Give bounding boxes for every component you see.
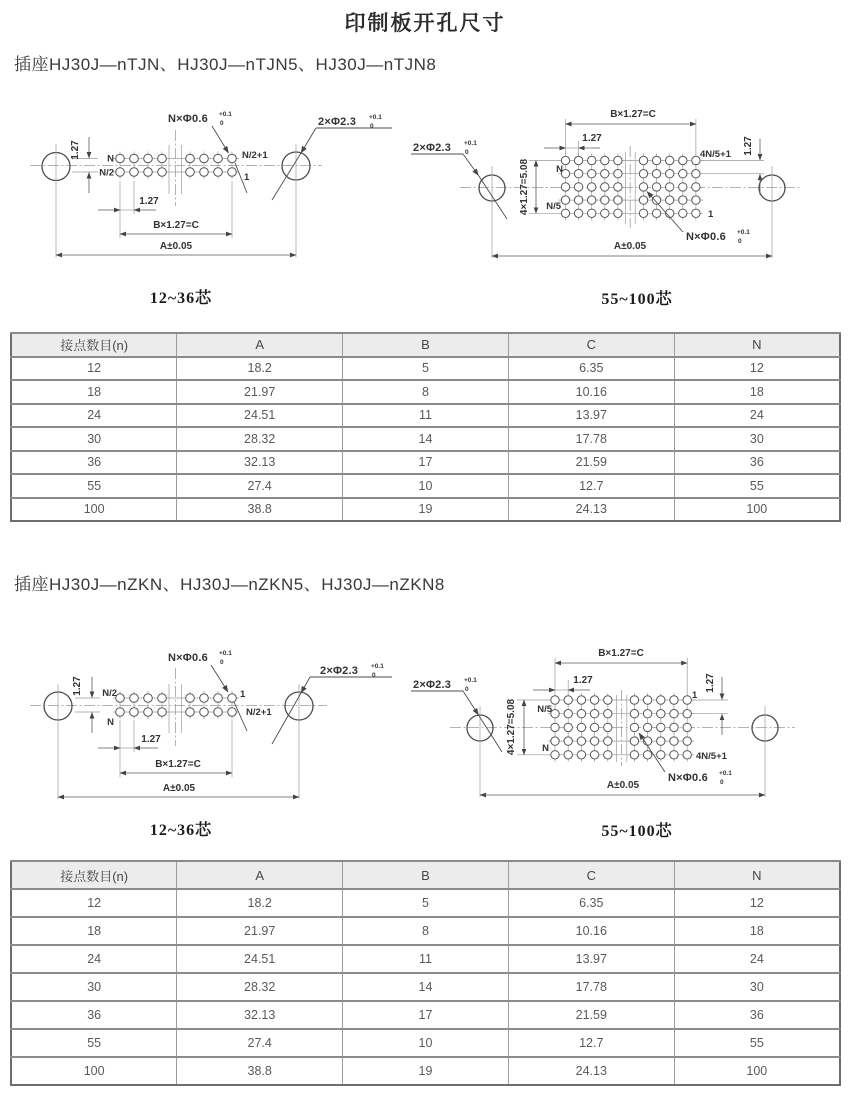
cell: 14 bbox=[343, 427, 509, 451]
cell: 36 bbox=[11, 451, 177, 475]
cell: 6.35 bbox=[508, 357, 674, 381]
mount-tol-upper: +0.1 bbox=[464, 677, 477, 684]
col-pitch-dim: 1.27 bbox=[573, 675, 593, 686]
mount-tol-lower: 0 bbox=[372, 672, 376, 679]
cell: 18 bbox=[11, 917, 177, 945]
table-row bbox=[11, 427, 840, 451]
cell: 11 bbox=[343, 404, 509, 428]
cell: 6.35 bbox=[508, 889, 674, 917]
cell: 18.2 bbox=[177, 357, 343, 381]
table-row bbox=[11, 498, 840, 522]
diagram-caption: 12~36芯 bbox=[149, 822, 213, 839]
cell: 30 bbox=[11, 427, 177, 451]
cell: 10.16 bbox=[508, 380, 674, 404]
overall-dim: A±0.05 bbox=[613, 241, 647, 252]
cell: 12.7 bbox=[508, 1029, 674, 1057]
overall-dim: A±0.05 bbox=[162, 783, 196, 794]
diagram-zkn-12-36 bbox=[30, 650, 392, 839]
cell: 5 bbox=[343, 357, 509, 381]
col-span-dim: 4×1.27=5.08 bbox=[519, 158, 530, 216]
row-pitch-dim: 1.27 bbox=[72, 676, 83, 696]
cell: 30 bbox=[11, 973, 177, 1001]
header-cell: C bbox=[508, 333, 674, 357]
table-header-row bbox=[11, 861, 840, 889]
row-label-right-upper: 4N/5+1 bbox=[700, 149, 731, 160]
cell: 32.13 bbox=[177, 451, 343, 475]
cell: 18.2 bbox=[177, 889, 343, 917]
row-label-bottom-right: 1 bbox=[244, 172, 250, 183]
cell: 55 bbox=[674, 1029, 840, 1057]
overall-dim: A±0.05 bbox=[606, 780, 640, 791]
hole-tol-lower: 0 bbox=[220, 659, 224, 666]
row-label-bottom-left: N/2 bbox=[99, 167, 114, 179]
hole-diameter-note: N×Φ0.6 bbox=[686, 231, 726, 243]
cell: 21.97 bbox=[177, 917, 343, 945]
table-row bbox=[11, 889, 840, 917]
cell: 12 bbox=[11, 357, 177, 381]
row-label-bottom-left: N bbox=[107, 717, 114, 728]
row-pitch-dim: 1.27 bbox=[70, 140, 81, 160]
cell: 14 bbox=[343, 973, 509, 1001]
cell: 18 bbox=[11, 380, 177, 404]
mount-tol-upper: +0.1 bbox=[371, 663, 384, 670]
contact-hole-grid bbox=[559, 154, 703, 221]
cell: 36 bbox=[11, 1001, 177, 1029]
cell: 55 bbox=[674, 474, 840, 498]
diagram-tjn-55-100 bbox=[411, 109, 802, 308]
row-label-top-left: N bbox=[107, 153, 114, 165]
cell: 8 bbox=[343, 917, 509, 945]
table-row bbox=[11, 1001, 840, 1029]
diagram-tjn-12-36 bbox=[30, 111, 392, 307]
cell: 21.97 bbox=[177, 380, 343, 404]
cell: 10.16 bbox=[508, 917, 674, 945]
mount-hole-note: 2×Φ2.3 bbox=[318, 116, 357, 128]
row-label-right-lower: 1 bbox=[708, 209, 714, 220]
header-cell: A bbox=[177, 861, 343, 889]
overall-dim: A±0.05 bbox=[159, 241, 193, 252]
dimension-table-tjn bbox=[10, 332, 841, 522]
row-label-right-upper: 1 bbox=[692, 690, 698, 701]
cell: 24.13 bbox=[508, 1057, 674, 1085]
hole-tol-lower: 0 bbox=[720, 779, 724, 786]
cell: 24 bbox=[11, 945, 177, 973]
dimension-table-zkn bbox=[10, 860, 841, 1086]
hole-tol-lower: 0 bbox=[220, 120, 224, 127]
span-dim: B×1.27=C bbox=[610, 109, 656, 120]
cell: 24 bbox=[674, 404, 840, 428]
cell: 11 bbox=[343, 945, 509, 973]
row-label-left-upper: N bbox=[556, 164, 563, 175]
header-cell: A bbox=[177, 333, 343, 357]
cell: 36 bbox=[674, 451, 840, 475]
diagram-caption: 55~100芯 bbox=[601, 823, 673, 840]
mount-tol-lower: 0 bbox=[465, 686, 469, 693]
row-label-right-lower: 4N/5+1 bbox=[696, 751, 727, 762]
cell: 21.59 bbox=[508, 1001, 674, 1029]
table-row bbox=[11, 451, 840, 475]
cell: 24.51 bbox=[177, 945, 343, 973]
col-pitch-dim: 1.27 bbox=[139, 196, 159, 207]
header-cell: B bbox=[343, 861, 509, 889]
cell: 100 bbox=[11, 498, 177, 522]
cell: 13.97 bbox=[508, 404, 674, 428]
cell: 8 bbox=[343, 380, 509, 404]
hole-diameter-note: N×Φ0.6 bbox=[168, 113, 208, 125]
cell: 100 bbox=[674, 498, 840, 522]
header-cell: B bbox=[343, 333, 509, 357]
row-label-left-lower: N bbox=[542, 743, 549, 754]
cell: 32.13 bbox=[177, 1001, 343, 1029]
cell: 19 bbox=[343, 498, 509, 522]
table-row bbox=[11, 380, 840, 404]
cell: 12 bbox=[11, 889, 177, 917]
diagram-caption: 55~100芯 bbox=[601, 291, 673, 308]
page-title: 印制板开孔尺寸 bbox=[344, 12, 506, 35]
cell: 12 bbox=[674, 889, 840, 917]
table-row bbox=[11, 945, 840, 973]
cell: 24.13 bbox=[508, 498, 674, 522]
mount-tol-lower: 0 bbox=[465, 149, 469, 156]
table-row bbox=[11, 1029, 840, 1057]
header-cell: N bbox=[674, 333, 840, 357]
table-row bbox=[11, 973, 840, 1001]
cell: 13.97 bbox=[508, 945, 674, 973]
mount-hole-note: 2×Φ2.3 bbox=[413, 142, 452, 154]
table-row bbox=[11, 357, 840, 381]
row-label-left-upper: N/5 bbox=[537, 704, 552, 715]
cell: 10 bbox=[343, 1029, 509, 1057]
cell: 55 bbox=[11, 1029, 177, 1057]
cell: 5 bbox=[343, 889, 509, 917]
cell: 38.8 bbox=[177, 498, 343, 522]
cell: 17.78 bbox=[508, 973, 674, 1001]
cell: 36 bbox=[674, 1001, 840, 1029]
diagram-caption: 12~36芯 bbox=[149, 290, 213, 307]
cell: 28.32 bbox=[177, 973, 343, 1001]
row-label-top-left: N/2 bbox=[102, 688, 117, 699]
cell: 27.4 bbox=[177, 1029, 343, 1057]
cell: 24 bbox=[11, 404, 177, 428]
header-cell: 接点数目(n) bbox=[11, 861, 177, 889]
table-row bbox=[11, 404, 840, 428]
hole-tol-upper: +0.1 bbox=[737, 229, 750, 236]
row-pitch-dim: 1.27 bbox=[705, 673, 716, 693]
header-cell: C bbox=[508, 861, 674, 889]
contact-hole-grid bbox=[113, 691, 239, 719]
cell: 100 bbox=[11, 1057, 177, 1085]
cell: 17.78 bbox=[508, 427, 674, 451]
hole-diameter-note: N×Φ0.6 bbox=[168, 652, 208, 664]
row-label-top-right: N/2+1 bbox=[242, 150, 268, 161]
cell: 24 bbox=[674, 945, 840, 973]
mount-tol-lower: 0 bbox=[370, 123, 374, 130]
cell: 18 bbox=[674, 917, 840, 945]
col-pitch-dim: 1.27 bbox=[141, 734, 161, 745]
cell: 38.8 bbox=[177, 1057, 343, 1085]
section-2-subtitle: 插座HJ30J—nZKN、HJ30J—nZKN5、HJ30J—nZKN8 bbox=[14, 575, 445, 594]
mount-tol-upper: +0.1 bbox=[464, 140, 477, 147]
cell: 27.4 bbox=[177, 474, 343, 498]
table-row bbox=[11, 474, 840, 498]
hole-diameter-note: N×Φ0.6 bbox=[668, 772, 708, 784]
cell: 10 bbox=[343, 474, 509, 498]
col-span-dim: 4×1.27=5.08 bbox=[506, 698, 517, 756]
table-row bbox=[11, 917, 840, 945]
hole-tol-upper: +0.1 bbox=[219, 111, 232, 118]
cell: 18 bbox=[674, 380, 840, 404]
hole-tol-lower: 0 bbox=[738, 238, 742, 245]
mount-hole-note: 2×Φ2.3 bbox=[413, 679, 452, 691]
cell: 17 bbox=[343, 451, 509, 475]
cell: 19 bbox=[343, 1057, 509, 1085]
section-1-subtitle: 插座HJ30J—nTJN、HJ30J—nTJN5、HJ30J—nTJN8 bbox=[14, 55, 437, 74]
span-dim: B×1.27=C bbox=[155, 759, 201, 770]
cell: 28.32 bbox=[177, 427, 343, 451]
row-label-top-right: 1 bbox=[240, 689, 246, 700]
cell: 30 bbox=[674, 973, 840, 1001]
header-cell: 接点数目(n) bbox=[11, 333, 177, 357]
row-label-bottom-right: N/2+1 bbox=[246, 707, 272, 718]
cell: 55 bbox=[11, 474, 177, 498]
mount-tol-upper: +0.1 bbox=[369, 114, 382, 121]
hole-tol-upper: +0.1 bbox=[219, 650, 232, 657]
cell: 30 bbox=[674, 427, 840, 451]
table-header-row bbox=[11, 333, 840, 357]
span-dim: B×1.27=C bbox=[598, 648, 644, 659]
cell: 12 bbox=[674, 357, 840, 381]
cell: 21.59 bbox=[508, 451, 674, 475]
hole-tol-upper: +0.1 bbox=[719, 770, 732, 777]
table-row bbox=[11, 1057, 840, 1085]
header-cell: N bbox=[674, 861, 840, 889]
col-pitch-dim: 1.27 bbox=[582, 133, 602, 144]
span-dim: B×1.27=C bbox=[153, 220, 199, 231]
row-pitch-dim: 1.27 bbox=[743, 136, 754, 156]
cell: 24.51 bbox=[177, 404, 343, 428]
diagram-zkn-55-100 bbox=[411, 648, 795, 840]
cell: 17 bbox=[343, 1001, 509, 1029]
row-label-left-lower: N/5 bbox=[546, 201, 561, 212]
cell: 12.7 bbox=[508, 474, 674, 498]
mount-hole-note: 2×Φ2.3 bbox=[320, 665, 359, 677]
cell: 100 bbox=[674, 1057, 840, 1085]
